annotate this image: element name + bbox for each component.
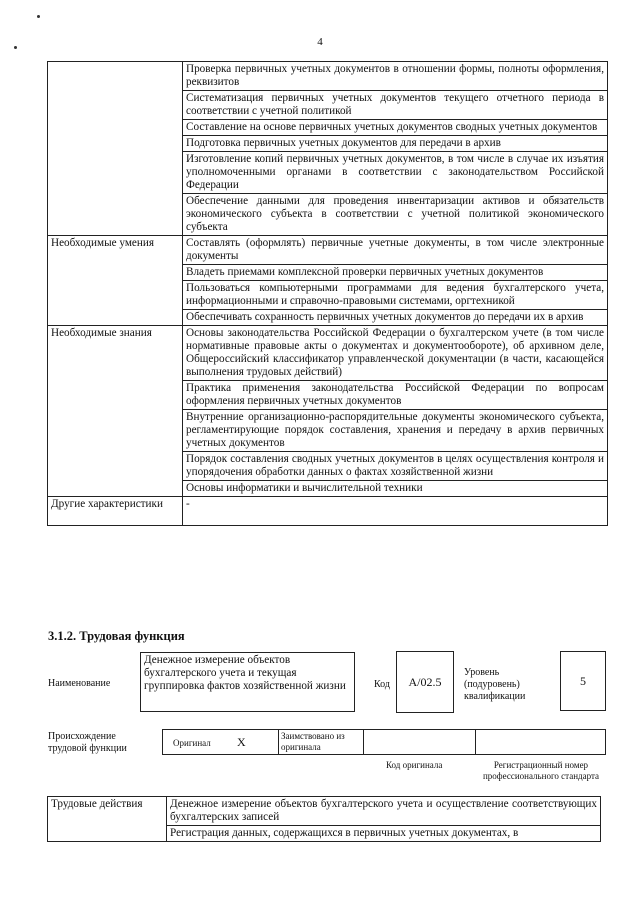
scan-dot xyxy=(14,46,17,49)
knowledge-item: Внутренние организационно-распорядительные документы экономического субъекта, регламентирующие порядок составления, хранения и передачу в архив первичных учетных документов xyxy=(183,410,608,452)
labor-actions-label: Трудовые действия xyxy=(48,797,167,842)
labor-action-item: Систематизация первичных учетных документов текущего отчетного периода в соответствии с учетной политикой xyxy=(183,91,608,120)
labor-action-item: Изготовление копий первичных учетных документов, в том числе в случае их изъятия уполномоченными органами в соответствии с законодательством Российской Федерации xyxy=(183,152,608,194)
function-name-value: Денежное измерение объектов бухгалтерского учета и текущая группировка фактов хозяйственной жизни xyxy=(140,652,355,712)
reg-number-cell xyxy=(475,729,606,755)
origin-label: Происхождение трудовой функции xyxy=(48,731,127,754)
function-table xyxy=(47,61,608,526)
skills-label: Необходимые умения xyxy=(48,236,183,326)
original-cell xyxy=(162,729,279,755)
labor-action-item: Обеспечение данными для проведения инвентаризации активов и обязательств экономического субъекта в соответствии с учетной политикой экономического субъекта xyxy=(183,194,608,236)
labor-actions-label-cell xyxy=(48,62,183,236)
skill-item: Пользоваться компьютерными программами для ведения бухгалтерского учета, информационными и справочно-правовыми системами, оргтехникой xyxy=(183,281,608,310)
other-label: Другие характеристики xyxy=(48,497,183,526)
page-number: 4 xyxy=(317,36,323,48)
code-original-cell xyxy=(363,729,476,755)
skill-item: Составлять (оформлять) первичные учетные документы, в том числе электронные документы xyxy=(183,236,608,265)
knowledge-item: Основы информатики и вычислительной техники xyxy=(183,481,608,497)
reg-number-label: Регистрационный номер профессионального стандарта xyxy=(482,760,600,781)
labor-action-item: Составление на основе первичных учетных документов сводных учетных документов xyxy=(183,120,608,136)
borrowed-cell: Заимствовано из оригинала xyxy=(278,729,364,755)
name-label: Наименование xyxy=(48,678,111,689)
knowledge-label: Необходимые знания xyxy=(48,326,183,497)
original-label: Оригинал xyxy=(173,738,211,748)
skill-item: Владеть приемами комплексной проверки первичных учетных документов xyxy=(183,265,608,281)
other-value: - xyxy=(183,497,608,526)
labor-action-item: Подготовка первичных учетных документов для передачи в архив xyxy=(183,136,608,152)
code-label: Код xyxy=(374,679,390,690)
level-label: Уровень (подуровень) квалификации xyxy=(464,667,526,702)
knowledge-item: Основы законодательства Российской Федерации о бухгалтерском учете (в том числе нормативные правовые акты о документах и документообороте), об архивном деле, Общероссийский классификатор управленческой документации (в части, касающейся выполнения трудовых действий) xyxy=(183,326,608,381)
section-heading: 3.1.2. Трудовая функция xyxy=(48,629,185,643)
knowledge-item: Практика применения законодательства Российской Федерации по вопросам оформления первичных учетных документов xyxy=(183,381,608,410)
labor-action-item: Денежное измерение объектов бухгалтерского учета и осуществление соответствующих бухгалтерских записей xyxy=(167,797,601,826)
code-value: A/02.5 xyxy=(396,651,454,713)
labor-action-item: Регистрация данных, содержащихся в первичных учетных документах, в xyxy=(167,826,601,842)
scan-dot xyxy=(37,15,40,18)
labor-actions-table xyxy=(47,796,601,842)
original-mark: X xyxy=(237,735,246,749)
skill-item: Обеспечивать сохранность первичных учетных документов до передачи их в архив xyxy=(183,310,608,326)
labor-action-item: Проверка первичных учетных документов в отношении формы, полноты оформления, реквизитов xyxy=(183,62,608,91)
knowledge-item: Порядок составления сводных учетных документов в целях осуществления контроля и упорядочения обработки данных о фактах хозяйственной жизни xyxy=(183,452,608,481)
code-original-label: Код оригинала xyxy=(386,760,443,770)
level-value: 5 xyxy=(560,651,606,711)
